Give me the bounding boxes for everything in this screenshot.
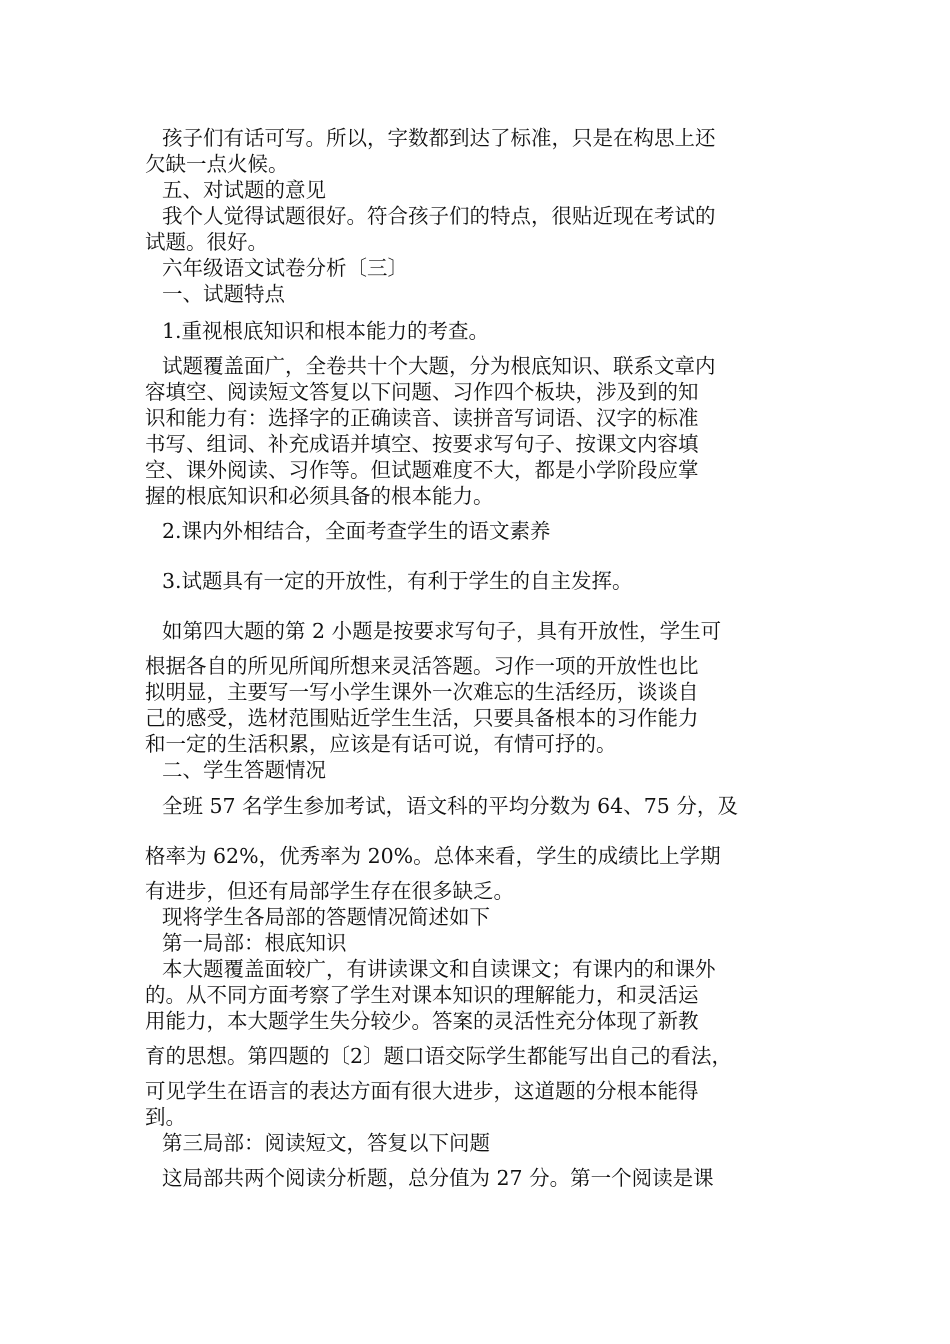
text-line: 我个人觉得试题很好。符合孩子们的特点，很贴近现在考试的: [162, 204, 716, 228]
text-line: 本大题覆盖面较广，有讲读课文和自读课文；有课内的和课外: [162, 957, 716, 981]
text-line: 如第四大题的第 2 小题是按要求写句子，具有开放性，学生可: [162, 619, 722, 643]
section-heading: 二、学生答题情况: [162, 758, 326, 782]
text-line: 握的根底知识和必须具备的根本能力。: [145, 484, 494, 508]
document-title: 六年级语文试卷分析〔三〕: [162, 256, 408, 280]
text-line: 这局部共两个阅读分析题，总分值为 27 分。第一个阅读是课: [162, 1166, 714, 1190]
text-line: 到。: [145, 1105, 186, 1129]
text-line: 用能力，本大题学生失分较少。答案的灵活性充分体现了新教: [145, 1009, 699, 1033]
text-line: 全班 57 名学生参加考试，语文科的平均分数为 64、75 分，及: [162, 794, 738, 818]
subsection-heading: 3.试题具有一定的开放性，有利于学生的自主发挥。: [162, 569, 633, 593]
text-line: 空、课外阅读、习作等。但试题难度不大，都是小学阶段应掌: [145, 458, 699, 482]
text-line: 格率为 62%，优秀率为 20%。总体来看，学生的成绩比上学期: [145, 844, 721, 868]
subsection-heading: 2.课内外相结合，全面考查学生的语文素养: [162, 519, 551, 543]
text-line: 欠缺一点火候。: [145, 152, 289, 176]
text-line: 孩子们有话可写。所以，字数都到达了标准，只是在构思上还: [162, 126, 716, 150]
section-heading: 第三局部：阅读短文，答复以下问题: [162, 1131, 490, 1155]
text-line: 试题。很好。: [145, 230, 268, 254]
text-line: 育的思想。第四题的〔2〕题口语交际学生都能写出自己的看法，: [145, 1044, 733, 1068]
text-line: 书写、组词、补充成语并填空、按要求写句子、按课文内容填: [145, 432, 699, 456]
section-heading: 一、试题特点: [162, 282, 285, 306]
text-line: 的。从不同方面考察了学生对课本知识的理解能力，和灵活运: [145, 983, 699, 1007]
text-line: 识和能力有：选择字的正确读音、读拼音写词语、汉字的标准: [145, 406, 699, 430]
section-heading: 第一局部：根底知识: [162, 931, 347, 955]
text-line: 己的感受，选材范围贴近学生生活，只要具备根本的习作能力: [145, 706, 699, 730]
text-line: 容填空、阅读短文答复以下问题、习作四个板块，涉及到的知: [145, 380, 699, 404]
text-line: 试题覆盖面广，全卷共十个大题，分为根底知识、联系文章内: [162, 354, 716, 378]
section-heading: 五、对试题的意见: [162, 178, 326, 202]
text-line: 有进步，但还有局部学生存在很多缺乏。: [145, 879, 514, 903]
text-line: 可见学生在语言的表达方面有很大进步，这道题的分根本能得: [145, 1079, 699, 1103]
text-line: 拟明显，主要写一写小学生课外一次难忘的生活经历，谈谈自: [145, 680, 699, 704]
text-line: 和一定的生活积累，应该是有话可说，有情可抒的。: [145, 732, 617, 756]
text-line: 根据各自的所见所闻所想来灵活答题。习作一项的开放性也比: [145, 654, 699, 678]
text-line: 现将学生各局部的答题情况简述如下: [162, 905, 490, 929]
subsection-heading: 1.重视根底知识和根本能力的考查。: [162, 319, 490, 343]
